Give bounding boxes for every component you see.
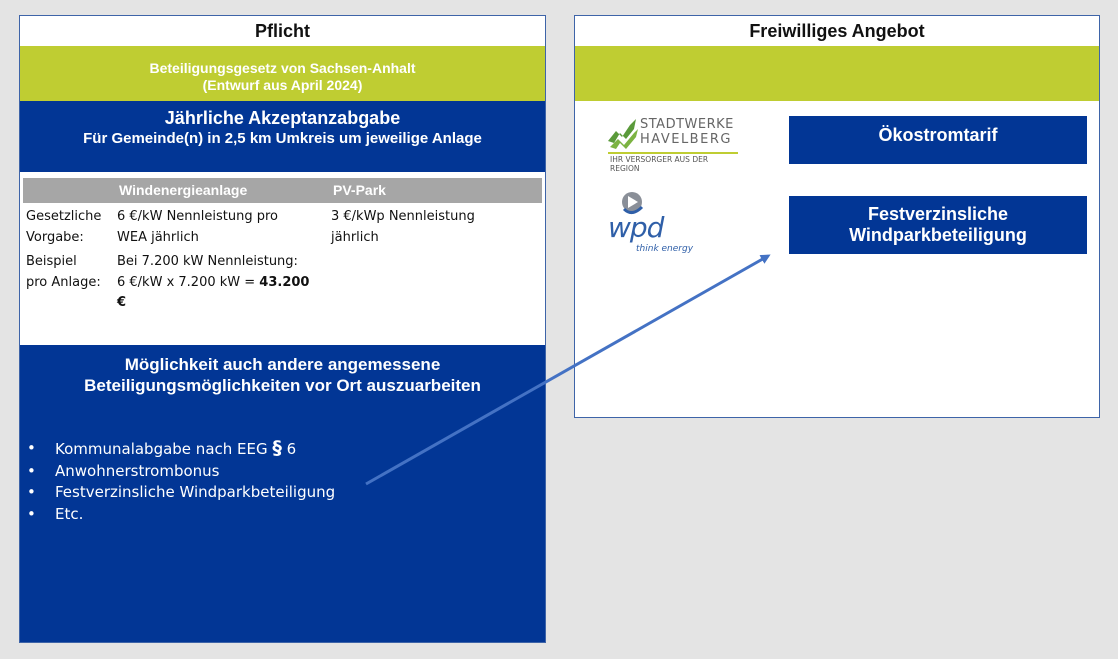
levy-title: Jährliche Akzeptanzabgabe <box>164 108 401 128</box>
list-item: • Festverzinsliche Windparkbeteiligung <box>27 482 335 504</box>
offer-line: Windparkbeteiligung <box>849 225 1027 245</box>
heading-line: Beteiligungsmöglichkeiten vor Ort auszuarbeiten <box>84 376 481 395</box>
example-formula: 6 €/kW x 7.200 kW = <box>117 274 260 290</box>
list-item-text: Kommunalabgabe nach EEG <box>55 440 268 458</box>
table-header-pv: PV-Park <box>333 182 386 198</box>
list-item: • Anwohnerstrombonus <box>27 461 335 483</box>
example-currency: € <box>117 295 127 310</box>
row-label-line: Gesetzliche <box>26 209 102 224</box>
law-subtitle: (Entwurf aus April 2024) <box>202 77 363 93</box>
heading-line: Möglichkeit auch andere angemessene <box>124 355 441 374</box>
stadtwerke-word2: HAVELBERG <box>640 132 732 147</box>
cell-line: 3 €/kWp Nennleistung <box>331 209 475 224</box>
row-label-line: Beispiel <box>26 254 77 269</box>
arrow-line <box>366 256 768 484</box>
offer-line: Festverzinsliche <box>867 204 1009 224</box>
table-header-wind: Windenergieanlage <box>119 182 248 198</box>
levy-subtitle: Für Gemeinde(n) in 2,5 km Umkreis um jeweilige Anlage <box>83 130 482 147</box>
list-item-suffix: 6 <box>286 440 297 458</box>
row-label-line: Vorgabe: <box>26 229 84 245</box>
law-title: Beteiligungsgesetz von Sachsen-Anhalt <box>149 60 416 76</box>
cell-line: WEA jährlich <box>117 229 199 245</box>
wpd-wordmark: wpd <box>608 211 664 244</box>
row-label-line: pro Anlage: <box>26 274 101 290</box>
wpd-tagline: think energy <box>636 244 694 254</box>
mandatory-title: Pflicht <box>254 21 310 41</box>
stadtwerke-word1: STADTWERKE <box>640 117 734 132</box>
example-result: 43.200 <box>259 274 310 290</box>
list-item: • Etc. <box>27 504 335 526</box>
cell-line: Bei 7.200 kW Nennleistung: <box>117 254 298 269</box>
cell-line: 6 €/kW Nennleistung pro <box>117 209 278 224</box>
cell-line: jährlich <box>331 229 379 245</box>
offer-eco-tariff: Ökostromtarif <box>789 116 1087 164</box>
stadtwerke-tagline: IHR VERSORGER AUS DER REGION <box>610 155 709 173</box>
paragraph-symbol: § <box>272 437 282 459</box>
voluntary-title: Freiwilliges Angebot <box>749 21 925 41</box>
